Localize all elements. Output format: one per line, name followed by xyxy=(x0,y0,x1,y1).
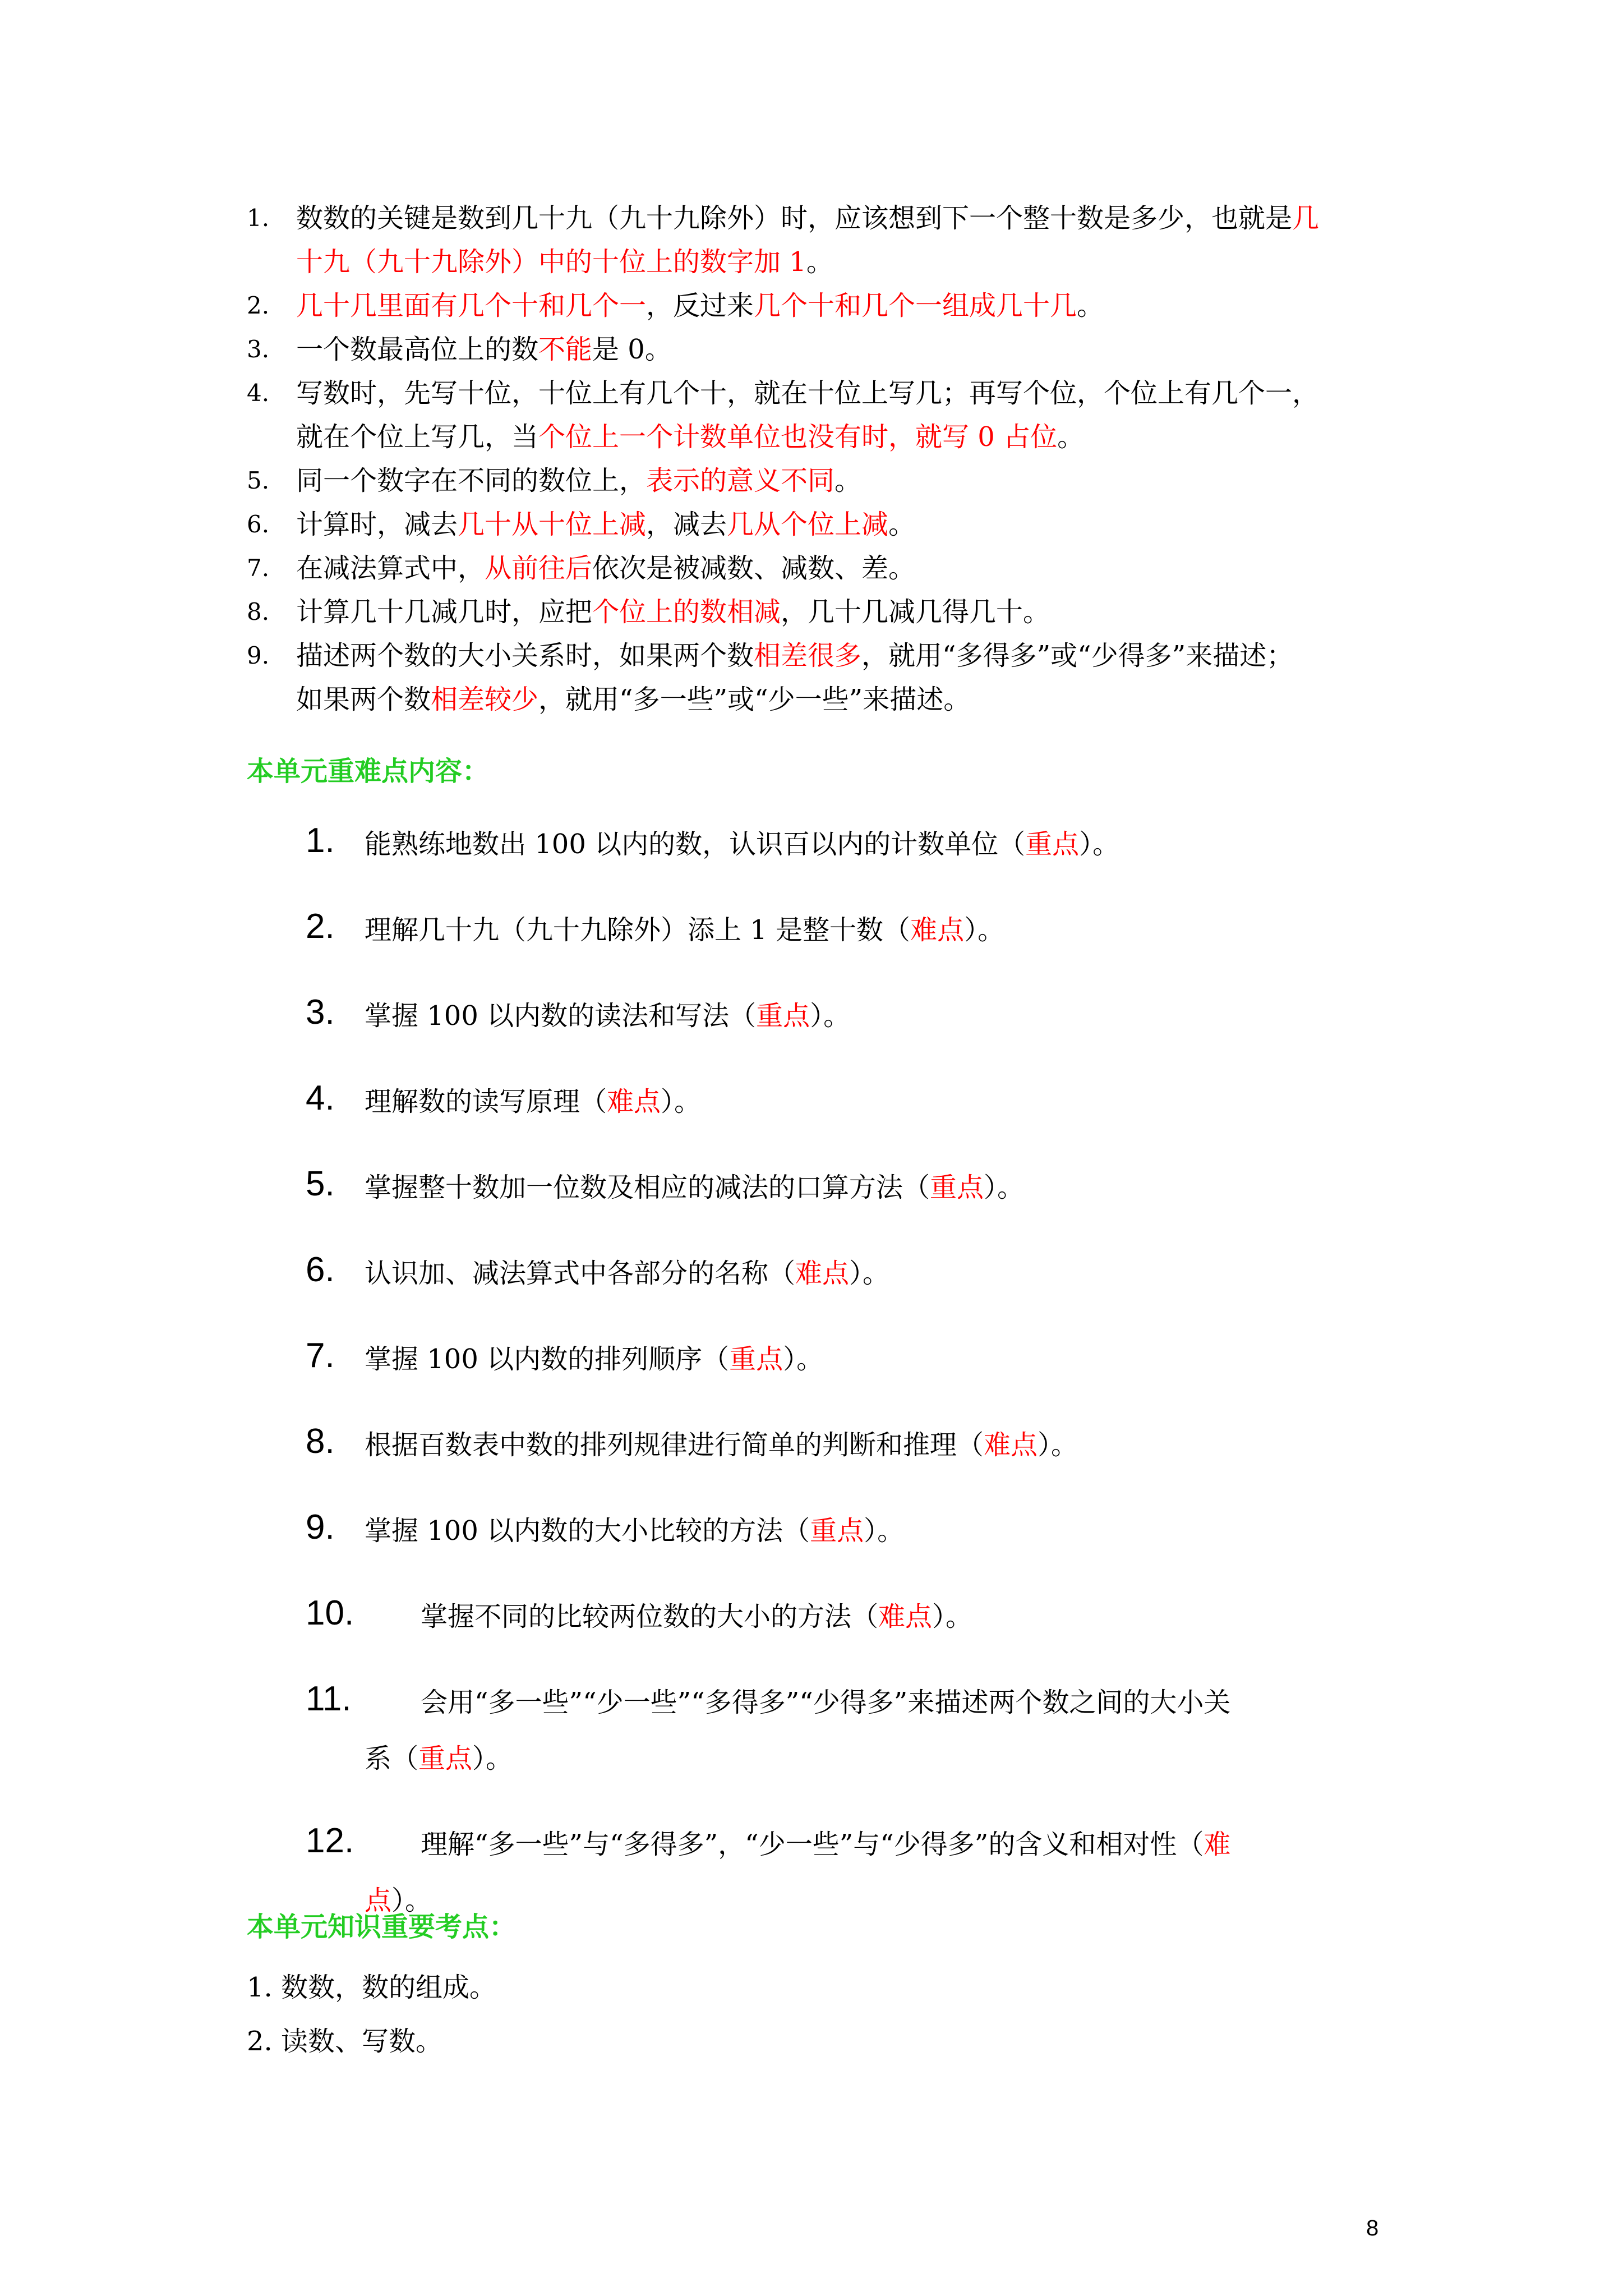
note-number: 6. xyxy=(247,510,270,538)
key-point-number: 7. xyxy=(306,1336,335,1375)
key-point-number: 6. xyxy=(306,1250,335,1289)
key-point-number: 4. xyxy=(306,1079,335,1117)
key-point-number: 12. xyxy=(306,1821,354,1860)
key-point-number: 8. xyxy=(306,1422,335,1461)
key-point-item: 12. 理解“多一些”与“多得多”，“少一些”与“少得多”的含义和相对性（难 点）。 xyxy=(306,1816,1391,1929)
note-number: 3. xyxy=(247,335,270,363)
note-number: 7. xyxy=(247,554,270,582)
note-item: 4. 写数时，先写十位，十位上有几个十，就在十位上写几；再写个位，个位上有几个一， 就在个位上写几，当个位上一个计数单位也没有时，就写 0 占位。 xyxy=(247,371,1391,459)
key-point-item: 7. 掌握 100 以内数的排列顺序（重点）。 xyxy=(306,1331,1391,1387)
exam-point-item: 1. 数数，数的组成。 xyxy=(247,1972,497,2003)
section-heading-key-points: 本单元重难点内容： xyxy=(247,756,490,787)
note-item: 9. 描述两个数的大小关系时，如果两个数相差很多，就用“多得多”或“少得多”来描述； 如果两个数相差较少，就用“多一些”或“少一些”来描述。 xyxy=(247,634,1391,721)
key-point-number: 9. xyxy=(306,1508,335,1547)
key-point-item: 3. 掌握 100 以内数的读法和写法（重点）。 xyxy=(306,988,1391,1044)
key-point-item: 4. 理解数的读写原理（难点）。 xyxy=(306,1074,1391,1130)
note-item: 2. 几十几里面有几个十和几个一，反过来几个十和几个一组成几十几。 xyxy=(247,284,1391,328)
key-point-item: 6. 认识加、减法算式中各部分的名称（难点）。 xyxy=(306,1245,1391,1301)
key-point-number: 11. xyxy=(306,1680,352,1718)
exam-points-list xyxy=(247,1961,496,2068)
note-number: 9. xyxy=(247,642,270,669)
key-point-number: 1. xyxy=(306,821,335,860)
key-point-number: 5. xyxy=(306,1165,335,1203)
key-point-item: 9. 掌握 100 以内数的大小比较的方法（重点）。 xyxy=(306,1503,1391,1559)
note-item: 5. 同一个数字在不同的数位上，表示的意义不同。 xyxy=(247,459,1391,503)
key-point-item: 10. 掌握不同的比较两位数的大小的方法（难点）。 xyxy=(306,1589,1391,1645)
key-point-number: 3. xyxy=(306,993,335,1032)
key-point-item: 1. 能熟练地数出 100 以内的数，认识百以内的计数单位（重点）。 xyxy=(306,816,1391,872)
key-point-item: 5. 掌握整十数加一位数及相应的减法的口算方法（重点）。 xyxy=(306,1159,1391,1216)
section-heading-exam-points: 本单元知识重要考点： xyxy=(247,1911,517,1943)
notes-list xyxy=(247,196,1391,721)
note-number: 8. xyxy=(247,598,270,625)
note-item: 6. 计算时，减去几十从十位上减，减去几从个位上减。 xyxy=(247,503,1391,546)
key-point-number: 2. xyxy=(306,907,335,946)
page-number: 8 xyxy=(1366,2216,1379,2240)
note-number: 5. xyxy=(247,467,270,494)
note-item: 8. 计算几十几减几时，应把个位上的数相减，几十几减几得几十。 xyxy=(247,590,1391,634)
key-point-item: 2. 理解几十九（九十九除外）添上 1 是整十数（难点）。 xyxy=(306,902,1391,958)
note-number: 1. xyxy=(247,204,270,232)
key-point-item: 8. 根据百数表中数的排列规律进行简单的判断和推理（难点）。 xyxy=(306,1417,1391,1473)
exam-point-item: 2. 读数、写数。 xyxy=(247,2026,443,2057)
note-number: 4. xyxy=(247,379,270,407)
key-point-number: 10. xyxy=(306,1594,354,1632)
note-item: 7. 在减法算式中，从前往后依次是被减数、减数、差。 xyxy=(247,546,1391,590)
note-item: 3. 一个数最高位上的数不能是 0。 xyxy=(247,328,1391,371)
note-number: 2. xyxy=(247,292,270,319)
key-point-item: 11. 会用“多一些”“少一些”“多得多”“少得多”来描述两个数之间的大小关 系（重点）。 xyxy=(306,1674,1391,1787)
note-item: 1. 数数的关键是数到几十九（九十九除外）时，应该想到下一个整十数是多少，也就是几 十九（九十九除外）中的十位上的数字加 1。 xyxy=(247,196,1391,284)
key-points-list xyxy=(306,816,1391,1958)
